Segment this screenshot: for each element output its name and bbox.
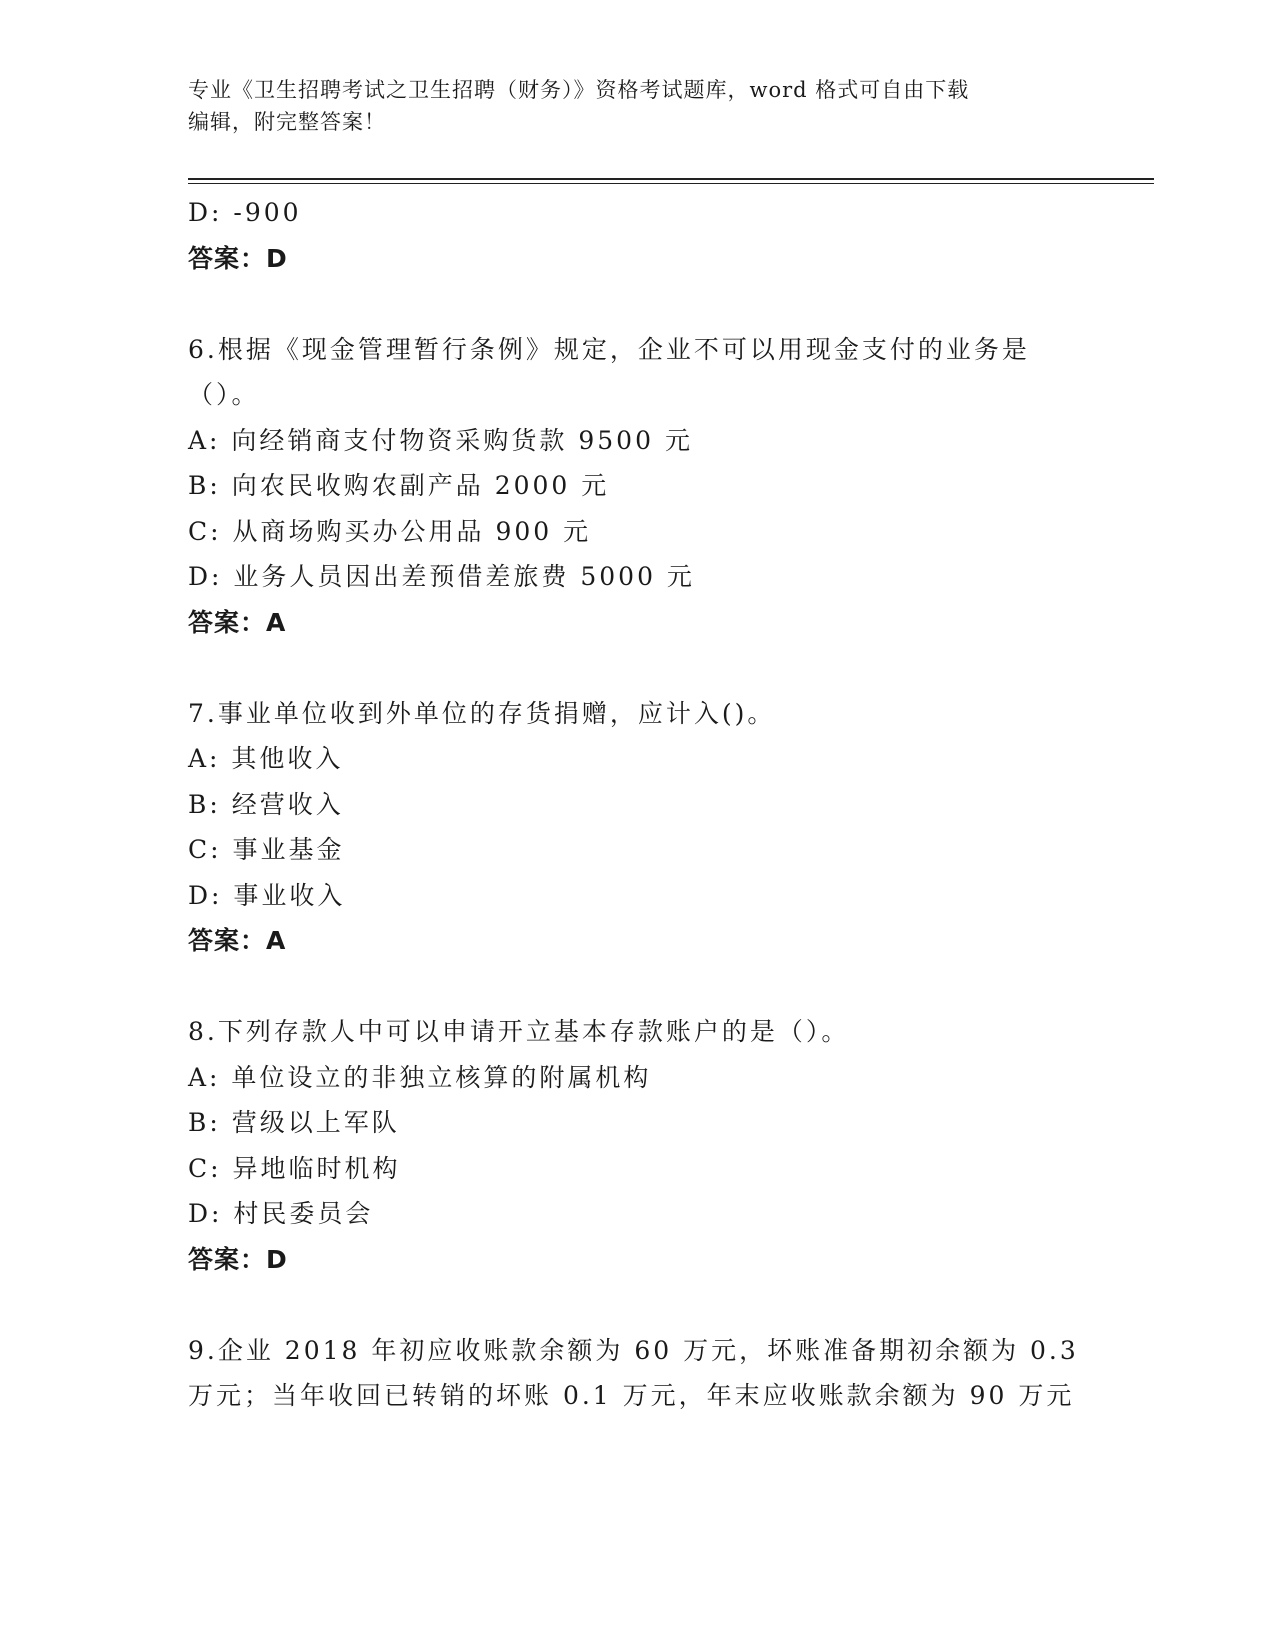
header-line-2: 编辑，附完整答案！ (188, 110, 386, 134)
q8-answer: 答案：D (188, 1244, 288, 1274)
q7-option-c: C: 事业基金 (188, 835, 345, 864)
q7-text: 7.事业单位收到外单位的存货捐赠，应计入()。 (188, 698, 776, 728)
q6-option-a: A: 向经销商支付物资采购货款 9500 元 (188, 425, 693, 455)
q6-text-line-2: （）。 (188, 380, 260, 409)
q6-answer: 答案：A (188, 607, 287, 637)
q7-option-d: D: 事业收入 (188, 880, 346, 910)
header-line-1: 专业《卫生招聘考试之卫生招聘（财务）》资格考试题库，word 格式可自由下载 (188, 78, 970, 102)
q8-option-d: D: 村民委员会 (188, 1199, 374, 1228)
q8-option-c: C: 异地临时机构 (188, 1153, 401, 1183)
document-header (188, 74, 1088, 138)
spacer (188, 964, 1088, 1010)
header-rule-thick (188, 178, 1154, 180)
q6-option-b: B: 向农民收购农副产品 2000 元 (188, 471, 610, 500)
q9-text-line-2: 万元；当年收回已转销的坏账 0.1 万元，年末应收账款余额为 90 万元 (188, 1381, 1075, 1410)
q8-option-b: B: 营级以上军队 (188, 1108, 400, 1137)
spacer (188, 645, 1088, 691)
q7-option-b: B: 经营收入 (188, 789, 344, 819)
question-list (188, 190, 1088, 1419)
q9-text-line-1: 9.企业 2018 年初应收账款余额为 60 万元，坏账准备期初余额为 0.3 (188, 1335, 1079, 1365)
q6-text-line-1: 6.根据《现金管理暂行条例》规定，企业不可以用现金支付的业务是 (188, 334, 1030, 364)
prev-answer: 答案：D (188, 243, 288, 273)
q8-option-a: A: 单位设立的非独立核算的附属机构 (188, 1062, 652, 1092)
q8-text: 8.下列存款人中可以申请开立基本存款账户的是（）。 (188, 1017, 850, 1046)
prev-option-d: D: -900 (188, 198, 302, 227)
q6-option-d: D: 业务人员因出差预借差旅费 5000 元 (188, 562, 695, 591)
q7-option-a: A: 其他收入 (188, 744, 344, 773)
q6-option-c: C: 从商场购买办公用品 900 元 (188, 516, 592, 546)
q7-answer: 答案：A (188, 926, 287, 955)
spacer (188, 281, 1088, 327)
header-rule-thin (188, 183, 1154, 184)
spacer (188, 1282, 1088, 1328)
